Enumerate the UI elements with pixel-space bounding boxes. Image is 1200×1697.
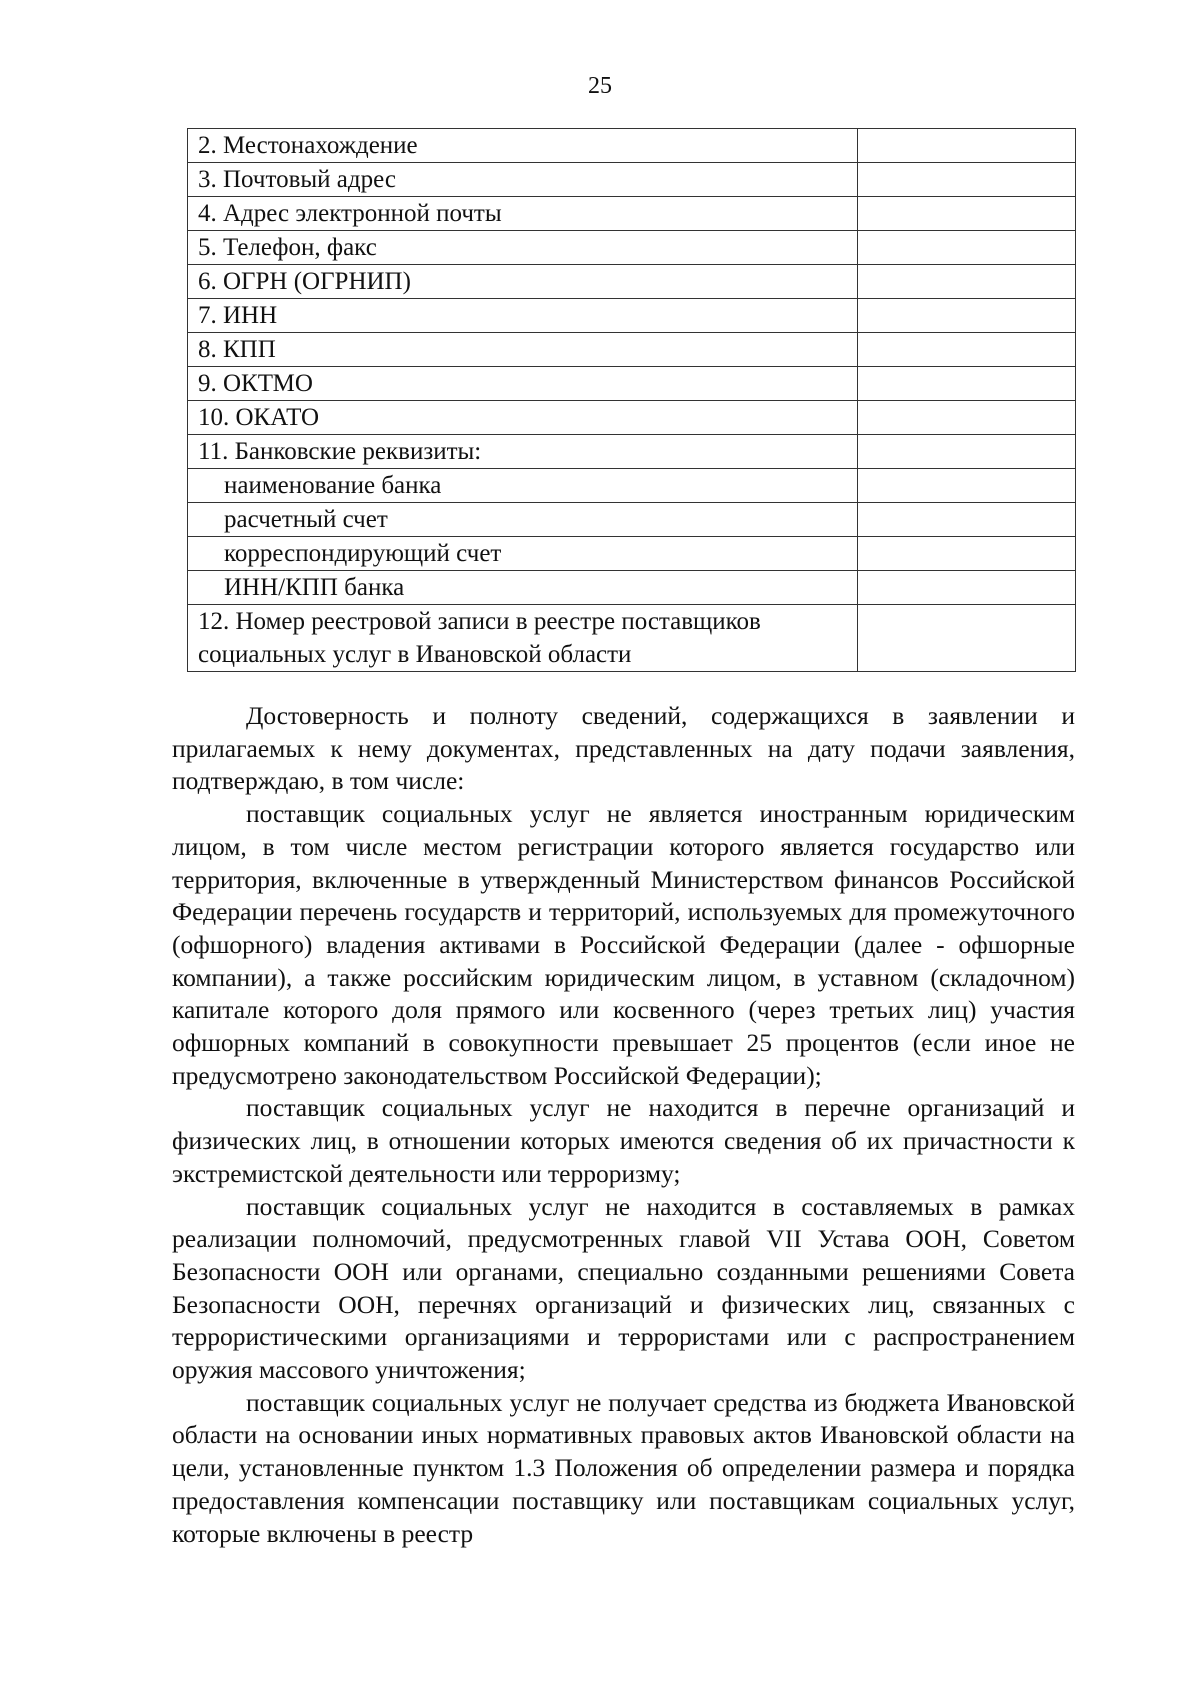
table-row [188, 367, 1076, 401]
row-value-cell [857, 401, 1075, 435]
bank-item-label: ИНН/КПП банка [188, 571, 858, 605]
row-label: 5. Телефон, факс [188, 231, 858, 265]
requisites-table [187, 128, 1076, 672]
row-label: 6. ОГРН (ОГРНИП) [188, 265, 858, 299]
paragraph: Достоверность и полноту сведений, содержащихся в заявлении и прилагаемых к нему документах, представленных на дату подачи заявления, подтверждаю, в том числе: [172, 701, 1075, 796]
row-label: 4. Адрес электронной почты [188, 197, 858, 231]
paragraph: поставщик социальных услуг не находится в составляемых в рамках реализации полномочий, предусмотренных главой VII Устава ООН, Советом Безопасности ООН или органами, специально созданными решениями Совета Безопасности ООН, перечнях организаций и физических лиц, связанных с террористическими организациями и террористами или с распространением оружия массового уничтожения; [172, 1191, 1075, 1385]
page-number: 25 [588, 73, 612, 99]
table-row [188, 265, 1076, 299]
bank-item-label: наименование банка [188, 469, 858, 503]
paragraph: поставщик социальных услуг не является иностранным юридическим лицом, в том числе местом регистрации которого является государство или территория, включенные в утвержденный Министерством финансов Российской Федерации перечень государств и территорий, используемых для промежуточного (офшорного) владения активами в Российской Федерации (далее - офшорные компании), а также российским юридическим лицом, в уставном (складочном) капитале которого доля прямого или косвенного (через третьих лиц) участия офшорных компаний в совокупности превышает 25 процентов (если иное не предусмотрено законодательством Российской Федерации); [172, 799, 1075, 1090]
row-value-cell [857, 333, 1075, 367]
bank-details-label: 11. Банковские реквизиты: [188, 435, 858, 469]
row-label: 7. ИНН [188, 299, 858, 333]
row-value-cell [857, 367, 1075, 401]
row-value-cell [857, 537, 1075, 571]
row-value-cell [857, 605, 1075, 672]
row-label: 10. ОКАТО [188, 401, 858, 435]
registry-label-line2: социальных услуг в Ивановской области [198, 641, 632, 668]
bank-item-label: расчетный счет [188, 503, 858, 537]
row-value-cell [857, 231, 1075, 265]
row-value-cell [857, 435, 1075, 469]
row-label: 3. Почтовый адрес [188, 163, 858, 197]
row-value-cell [857, 197, 1075, 231]
row-value-cell [857, 299, 1075, 333]
table-row-registry [188, 605, 1076, 672]
table-row-bank-item [188, 571, 1076, 605]
table-row [188, 401, 1076, 435]
row-value-cell [857, 129, 1075, 163]
table-row-bank-item [188, 503, 1076, 537]
bank-item-label: корреспондирующий счет [188, 537, 858, 571]
table-row [188, 333, 1076, 367]
table-row-bank-header [188, 435, 1076, 469]
row-value-cell [857, 503, 1075, 537]
row-value-cell [857, 469, 1075, 503]
paragraph: поставщик социальных услуг не находится в перечне организаций и физических лиц, в отношении которых имеются сведения об их причастности к экстремистской деятельности или терроризму; [172, 1093, 1075, 1188]
row-label: 2. Местонахождение [188, 129, 858, 163]
table-row [188, 231, 1076, 265]
row-value-cell [857, 265, 1075, 299]
table-row [188, 163, 1076, 197]
registry-label-line1: 12. Номер реестровой записи в реестре поставщиков [198, 608, 761, 635]
row-value-cell [857, 163, 1075, 197]
row-label: 8. КПП [188, 333, 858, 367]
declaration-text [172, 700, 1075, 1550]
row-value-cell [857, 571, 1075, 605]
row-label: 9. ОКТМО [188, 367, 858, 401]
registry-label [188, 605, 858, 672]
paragraph: поставщик социальных услуг не получает средства из бюджета Ивановской области на основании иных нормативных правовых актов Ивановской области на цели, установленные пунктом 1.3 Положения об определении размера и порядка предоставления компенсации поставщику или поставщикам социальных услуг, которые включены в реестр [172, 1387, 1075, 1548]
table-row [188, 129, 1076, 163]
table-row [188, 299, 1076, 333]
table-row [188, 197, 1076, 231]
table-row-bank-item [188, 537, 1076, 571]
table-row-bank-item [188, 469, 1076, 503]
